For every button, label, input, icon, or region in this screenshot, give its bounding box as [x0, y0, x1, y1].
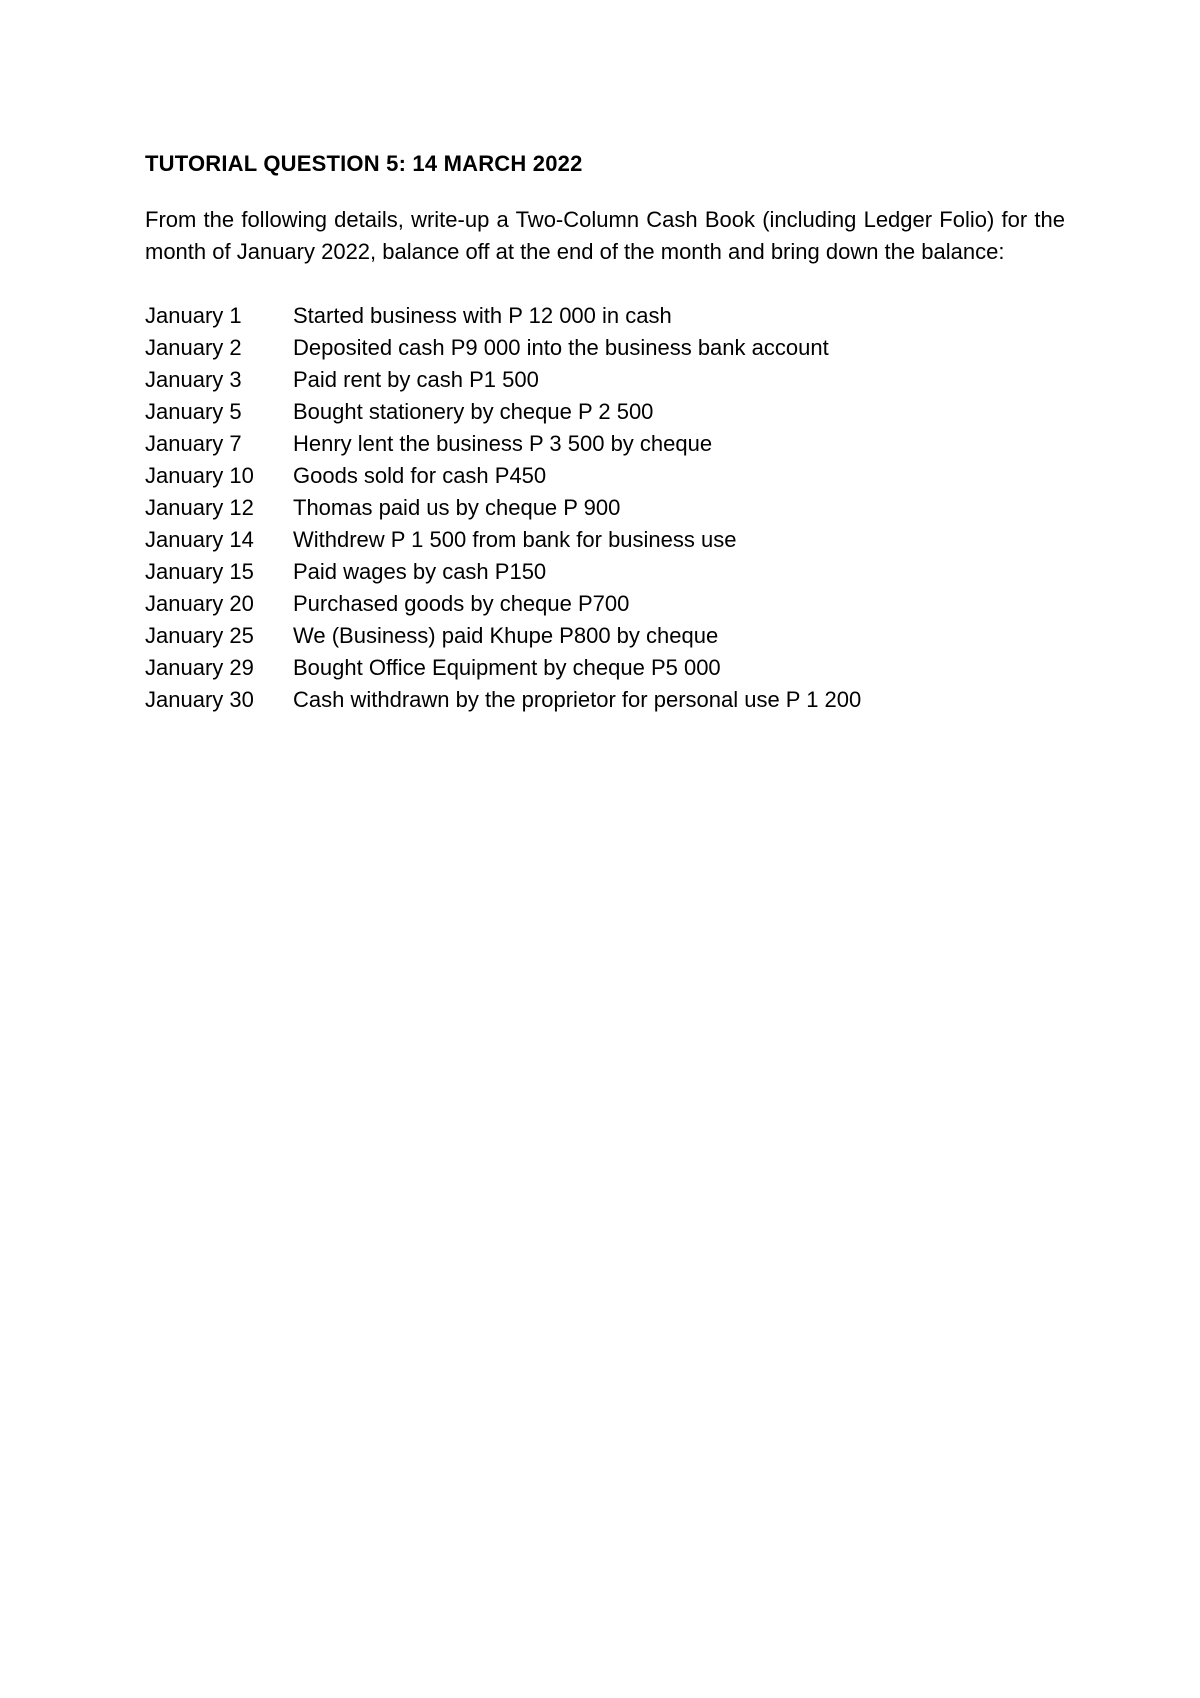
transaction-description: Purchased goods by cheque P700: [293, 591, 630, 616]
transaction-description: Withdrew P 1 500 from bank for business use: [293, 527, 737, 552]
transaction-date: January 14: [145, 527, 254, 552]
transaction-description: Bought stationery by cheque P 2 500: [293, 399, 654, 424]
document-title: TUTORIAL QUESTION 5: 14 MARCH 2022: [145, 151, 583, 176]
question-instructions: From the following details, write-up a Two-Column Cash Book (including Ledger Folio) for the month of January 2022, balance off at the end of the month and bring down the balance:: [145, 207, 1065, 264]
document-content: [145, 148, 1065, 716]
transaction-item: [145, 556, 1065, 588]
transaction-date: January 2: [145, 335, 242, 360]
transaction-description: Cash withdrawn by the proprietor for personal use P 1 200: [293, 687, 862, 712]
transaction-description: Goods sold for cash P450: [293, 463, 547, 488]
transaction-item: [145, 364, 1065, 396]
transaction-date: January 10: [145, 463, 254, 488]
transaction-date: January 25: [145, 623, 254, 648]
transaction-date: January 12: [145, 495, 254, 520]
transaction-item: [145, 428, 1065, 460]
transaction-description: Paid rent by cash P1 500: [293, 367, 539, 392]
transaction-item: [145, 588, 1065, 620]
transaction-item: [145, 396, 1065, 428]
transaction-date: January 29: [145, 655, 254, 680]
transaction-description: Bought Office Equipment by cheque P5 000: [293, 655, 721, 680]
transaction-item: [145, 492, 1065, 524]
transaction-item: [145, 460, 1065, 492]
transaction-date: January 20: [145, 591, 254, 616]
transaction-date: January 3: [145, 367, 242, 392]
transaction-item: [145, 300, 1065, 332]
transaction-date: January 30: [145, 687, 254, 712]
transaction-date: January 1: [145, 303, 242, 328]
transaction-description: Henry lent the business P 3 500 by cheque: [293, 431, 713, 456]
transaction-list: [145, 300, 1065, 716]
transaction-item: [145, 620, 1065, 652]
transaction-description: Thomas paid us by cheque P 900: [293, 495, 621, 520]
transaction-date: January 15: [145, 559, 254, 584]
transaction-item: [145, 652, 1065, 684]
transaction-item: [145, 684, 1065, 716]
transaction-description: Paid wages by cash P150: [293, 559, 547, 584]
transaction-item: [145, 524, 1065, 556]
transaction-description: Deposited cash P9 000 into the business bank account: [293, 335, 829, 360]
transaction-date: January 5: [145, 399, 242, 424]
transaction-description: We (Business) paid Khupe P800 by cheque: [293, 623, 719, 648]
transaction-description: Started business with P 12 000 in cash: [293, 303, 672, 328]
transaction-item: [145, 332, 1065, 364]
transaction-date: January 7: [145, 431, 242, 456]
